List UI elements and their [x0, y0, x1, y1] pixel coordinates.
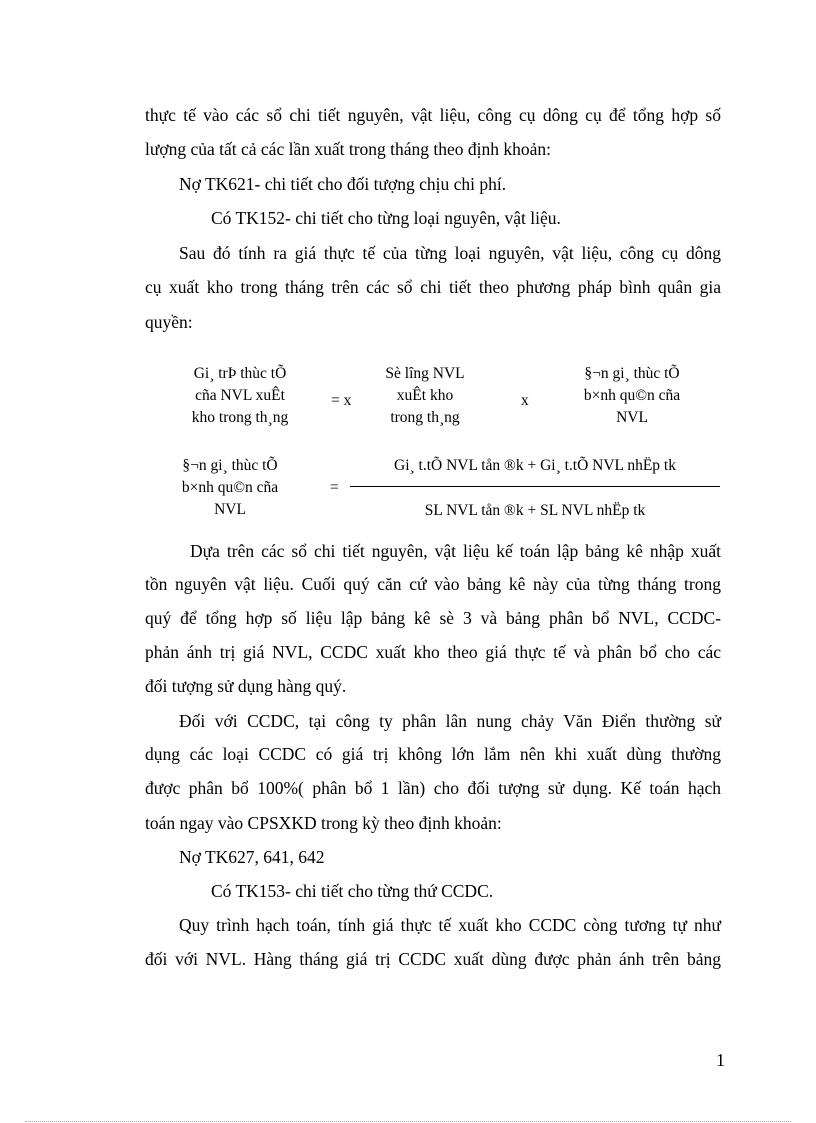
paragraph-line: dụng các loại CCDC có giá trị không lớn lắm nên khi xuất dùng thường	[145, 744, 721, 764]
formula1-price-line2: b×nh qu©n cña	[583, 387, 681, 404]
paragraph-line: đối tượng sử dụng hàng quý.	[145, 676, 347, 696]
formula2-lhs-line1: §¬n gi¸ thùc tÕ	[182, 457, 278, 474]
paragraph-line: Dựa trên các sổ chi tiết nguyên, vật liệu kế toán lập bảng kê nhập xuất	[190, 541, 721, 561]
formula1-quantity-line1: Sè lîng NVL	[385, 365, 465, 382]
accounting-entry-credit: Có TK153- chi tiết cho từng thứ CCDC.	[211, 881, 494, 901]
paragraph-line: tồn nguyên vật liệu. Cuối quý căn cứ vào bảng kê này của từng tháng trong	[145, 574, 721, 594]
paragraph-line: Đối với CCDC, tại công ty phân lân nung chảy Văn Điển thường sử	[179, 711, 721, 731]
paragraph-line: quý để tổng hợp số liệu lập bảng kê sè 3 và bảng phân bổ NVL, CCDC-	[145, 608, 721, 628]
paragraph-line: cụ xuất kho trong tháng trên các sổ chi tiết theo phương pháp bình quân gia	[145, 277, 721, 297]
formula1-multiply-sign: x	[521, 392, 529, 409]
formula1-quantity-line2: xuÊt kho	[396, 387, 454, 404]
page-bottom-border	[25, 1121, 791, 1122]
paragraph-line: phản ánh trị giá NVL, CCDC xuất kho theo giá thực tế và phân bổ cho các	[145, 642, 721, 662]
paragraph-line: đối với NVL. Hàng tháng giá trị CCDC xuất dùng được phản ánh trên bảng	[145, 949, 721, 969]
formula2-numerator: Gi¸ t.tÕ NVL tån ®k + Gi¸ t.tÕ NVL nhËp tk	[394, 457, 676, 474]
paragraph-line: được phân bổ 100%( phân bổ 1 lần) cho đối tượng sử dụng. Kế toán hạch	[145, 778, 721, 798]
fraction-bar	[350, 486, 720, 487]
page-number: 1	[716, 1050, 725, 1070]
paragraph-line: lượng của tất cả các lần xuất trong tháng theo định khoản:	[145, 139, 552, 159]
formula1-equals-sign: = x	[331, 392, 352, 409]
formula1-price-line3: NVL	[616, 409, 648, 426]
paragraph-line: quyền:	[145, 312, 193, 332]
accounting-entry-debit: Nợ TK621- chi tiết cho đối tượng chịu chi phí.	[179, 174, 507, 194]
formula1-quantity-line3: trong th¸ng	[390, 409, 460, 426]
accounting-entry-debit: Nợ TK627, 641, 642	[179, 847, 325, 867]
formula2-equals-sign: =	[330, 479, 339, 496]
formula2-denominator: SL NVL tån ®k + SL NVL nhËp tk	[424, 502, 646, 519]
formula1-lhs-line3: kho trong th¸ng	[191, 409, 289, 426]
paragraph-line: Quy trình hạch toán, tính giá thực tế xuất kho CCDC còng tương tự như	[179, 915, 721, 935]
paragraph-line: thực tế vào các sổ chi tiết nguyên, vật liệu, công cụ dông cụ để tổng hợp số	[145, 105, 721, 125]
accounting-entry-credit: Có TK152- chi tiết cho từng loại nguyên, vật liệu.	[211, 208, 561, 228]
formula2-lhs-line3: NVL	[214, 501, 246, 518]
formula1-price-line1: §¬n gi¸ thùc tÕ	[584, 365, 680, 382]
formula2-lhs-line2: b×nh qu©n cña	[181, 479, 279, 496]
paragraph-line: toán ngay vào CPSXKD trong kỳ theo định khoản:	[145, 813, 502, 833]
formula1-lhs-line1: Gi¸ trÞ thùc tÕ	[193, 365, 287, 382]
formula1-lhs-line2: cña NVL xuÊt	[195, 387, 285, 404]
paragraph-line: Sau đó tính ra giá thực tế của từng loại nguyên, vật liệu, công cụ dông	[179, 243, 721, 263]
